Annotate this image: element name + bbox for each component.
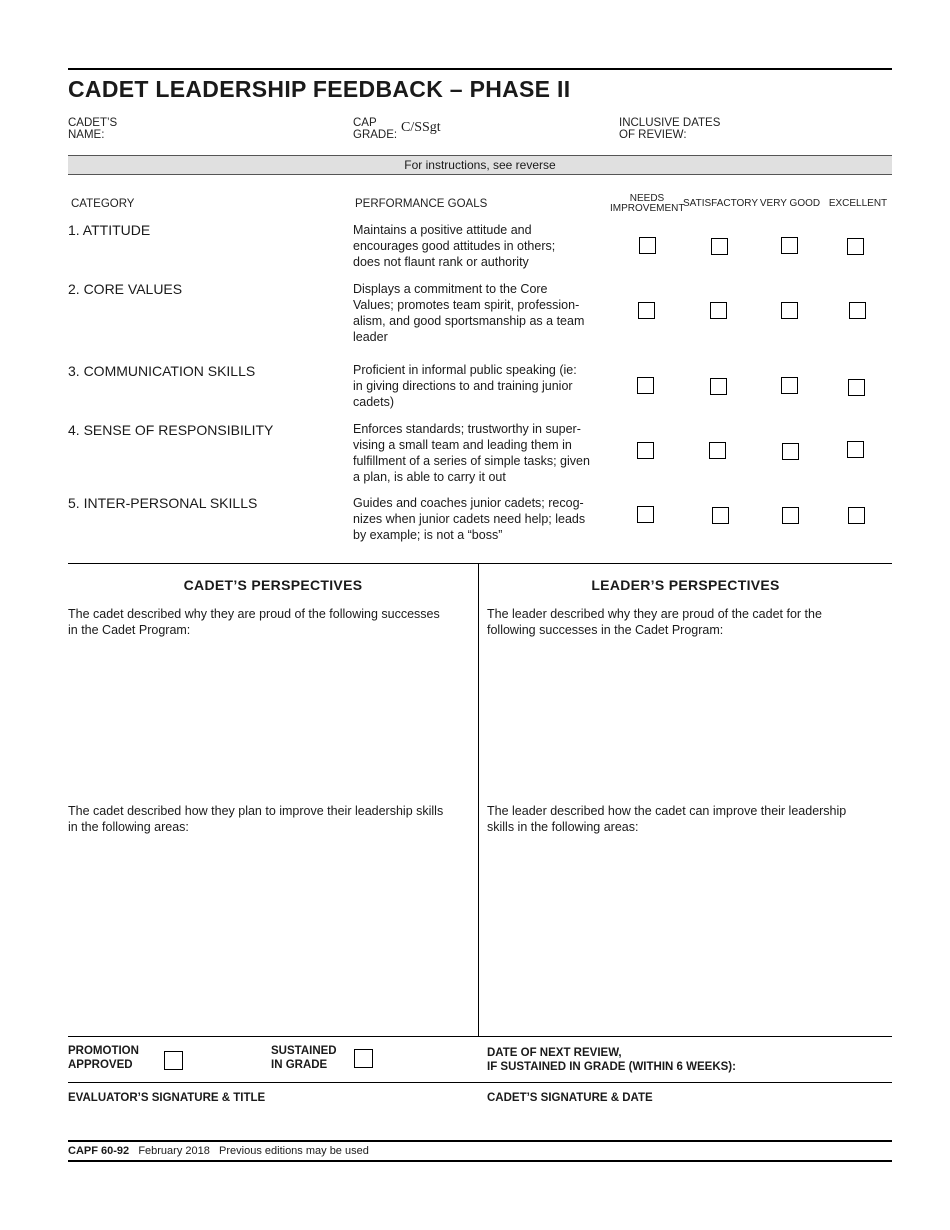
attitude-needs-improvement-checkbox[interactable]	[639, 237, 656, 254]
goal-inter-personal-skills: Guides and coaches junior cadets; recog- nizes when junior cadets need help; leads by example; is not a “boss”	[353, 496, 586, 542]
form-title: CADET LEADERSHIP FEEDBACK – PHASE II	[68, 76, 571, 102]
cadet-successes-prompt: The cadet described why they are proud of the following successes in the Cadet Program:	[68, 607, 440, 637]
interpersonal-excellent-checkbox[interactable]	[848, 507, 865, 524]
attitude-excellent-checkbox[interactable]	[847, 238, 864, 255]
interpersonal-needs-improvement-checkbox[interactable]	[637, 506, 654, 523]
category-core-values: 2. CORE VALUES	[68, 281, 183, 297]
goal-sense-of-responsibility: Enforces standards; trustworthy in super- vising a small team and leading them in fulfillment of a series of simple tasks; given a plan, is able to carry it out	[353, 422, 590, 484]
satisfactory-header: SATISFACTORY	[683, 198, 759, 209]
communication-satisfactory-checkbox[interactable]	[710, 378, 727, 395]
goal-attitude: Maintains a positive attitude and encourages good attitudes in others; does not flaunt rank or authority	[353, 223, 556, 269]
sustained-in-grade-checkbox[interactable]	[354, 1049, 373, 1068]
signature-top-rule	[68, 1082, 892, 1083]
communication-very-good-checkbox[interactable]	[781, 377, 798, 394]
communication-excellent-checkbox[interactable]	[848, 379, 865, 396]
category-communication-skills: 3. COMMUNICATION SKILLS	[68, 363, 256, 379]
category-header: CATEGORY	[71, 198, 135, 210]
leader-perspectives-title: LEADER’S PERSPECTIVES	[591, 577, 780, 593]
performance-goals-header: PERFORMANCE GOALS	[355, 198, 488, 210]
attitude-satisfactory-checkbox[interactable]	[711, 238, 728, 255]
cadet-name-label: CADET’S NAME:	[68, 117, 118, 141]
leader-successes-prompt: The leader described why they are proud of the cadet for the following successes in the Cadet Program:	[487, 607, 822, 637]
evaluator-signature-label: EVALUATOR’S SIGNATURE & TITLE	[68, 1092, 266, 1104]
goal-communication-skills: Proficient in informal public speaking (ie: in giving directions to and training junior cadets)	[353, 363, 577, 409]
responsibility-satisfactory-checkbox[interactable]	[709, 442, 726, 459]
footer	[68, 1145, 369, 1157]
category-attitude: 1. ATTITUDE	[68, 222, 151, 238]
responsibility-excellent-checkbox[interactable]	[847, 441, 864, 458]
core-values-satisfactory-checkbox[interactable]	[710, 302, 727, 319]
editions-note: Previous editions may be used	[219, 1145, 369, 1157]
cap-label: CAP	[353, 117, 377, 129]
form-date: February 2018	[138, 1145, 210, 1157]
footer-top-rule	[68, 1140, 892, 1142]
responsibility-needs-improvement-checkbox[interactable]	[637, 442, 654, 459]
communication-needs-improvement-checkbox[interactable]	[637, 377, 654, 394]
cadet-improve-prompt: The cadet described how they plan to improve their leadership skills in the following areas:	[68, 804, 444, 834]
core-values-needs-improvement-checkbox[interactable]	[638, 302, 655, 319]
interpersonal-very-good-checkbox[interactable]	[782, 507, 799, 524]
needs-improvement-header: NEEDS IMPROVEMENT	[610, 193, 685, 214]
promotion-approved-checkbox[interactable]	[164, 1051, 183, 1070]
date-of-next-review-label: DATE OF NEXT REVIEW, IF SUSTAINED IN GRADE (WITHIN 6 WEEKS):	[487, 1047, 736, 1073]
responsibility-very-good-checkbox[interactable]	[782, 443, 799, 460]
very-good-header: VERY GOOD	[759, 198, 821, 209]
sustained-in-grade-label: SUSTAINED IN GRADE	[271, 1045, 337, 1071]
category-inter-personal-skills: 5. INTER-PERSONAL SKILLS	[68, 495, 258, 511]
bottom-block-top-rule	[68, 1036, 892, 1037]
promotion-approved-label: PROMOTION APPROVED	[68, 1045, 139, 1071]
excellent-header: EXCELLENT	[828, 198, 888, 209]
goal-core-values: Displays a commitment to the Core Values; promotes team spirit, profession- alism, and good sportsmanship as a team leader	[353, 282, 585, 344]
leader-improve-prompt: The leader described how the cadet can improve their leadership skills in the following areas:	[487, 804, 847, 834]
category-sense-of-responsibility: 4. SENSE OF RESPONSIBILITY	[68, 422, 274, 438]
cadet-perspectives-title: CADET’S PERSPECTIVES	[183, 577, 363, 593]
perspectives-top-rule	[68, 563, 892, 564]
perspectives-divider	[478, 563, 479, 1037]
interpersonal-satisfactory-checkbox[interactable]	[712, 507, 729, 524]
inclusive-dates-label: INCLUSIVE DATES OF REVIEW:	[619, 117, 721, 141]
core-values-excellent-checkbox[interactable]	[849, 302, 866, 319]
cadet-signature-label: CADET’S SIGNATURE & DATE	[487, 1092, 653, 1104]
footer-bottom-rule	[68, 1160, 892, 1162]
core-values-very-good-checkbox[interactable]	[781, 302, 798, 319]
attitude-very-good-checkbox[interactable]	[781, 237, 798, 254]
instructions-bar: For instructions, see reverse	[68, 155, 892, 175]
grade-value[interactable]: C/SSgt	[401, 120, 441, 135]
grade-label: GRADE:	[353, 129, 398, 141]
top-rule	[68, 68, 892, 70]
form-number: CAPF 60-92	[68, 1145, 130, 1157]
